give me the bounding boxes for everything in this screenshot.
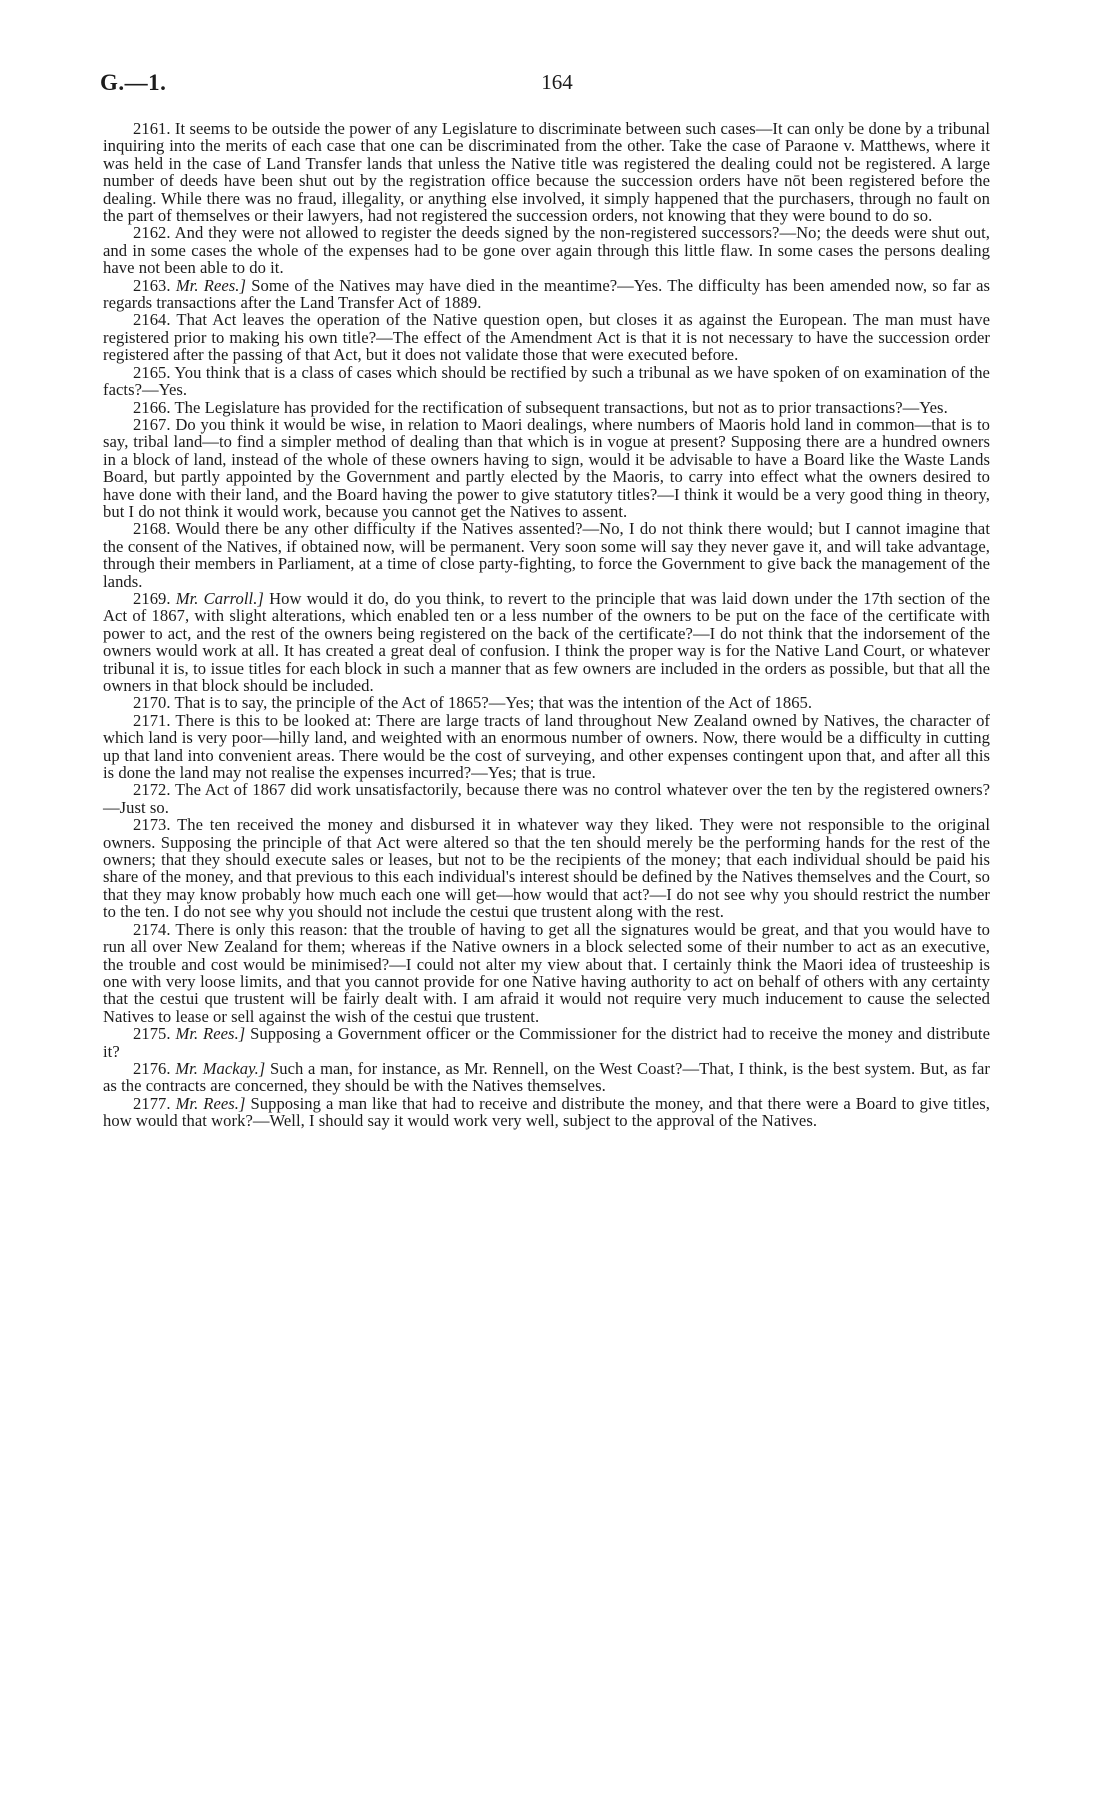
page-header	[100, 70, 1014, 102]
paragraph-text: And they were not allowed to register the deeds signed by the non-registered successors?—No; the deeds were shut out, and in some cases the whole of the expenses had to be gone over again through this little flaw. In some cases the persons dealing have not been able to do it.	[103, 223, 990, 278]
paragraph-2171	[103, 712, 990, 782]
question-number: 2165.	[133, 362, 171, 382]
paragraph-text: The Legislature has provided for the rectification of subsequent transactions, but not as to prior transactions?—Yes.	[174, 397, 948, 417]
question-number: 2161.	[133, 119, 171, 138]
paragraph-2166	[103, 399, 990, 416]
paragraph-2176	[103, 1060, 990, 1095]
paragraph-2169	[103, 590, 990, 694]
paragraph-2162	[103, 224, 990, 276]
paragraph-text: It seems to be outside the power of any Legislature to discriminate between such cases—It can only be done by a tribunal inquiring into the merits of each case that one can be discriminated from the other. Take the case of Paraone v. Matthews, where it was held in the case of Land Transfer lands that unless the Native title was registered the dealing could not be registered. A large number of deeds have been shut out by the registration office because the succession orders have nōt been registered before the dealing. While there was no fraud, illegality, or anything else involved, it simply happened that the purchasers, through no fault on the part of themselves or their lawyers, had not registered the succession orders, not knowing that they were bound to do so.	[103, 119, 990, 226]
question-number: 2177.	[133, 1093, 171, 1113]
paragraph-2163	[103, 277, 990, 312]
speaker: Mr. Carroll.]	[175, 588, 264, 608]
paragraph-text: That is to say, the principle of the Act of 1865?—Yes; that was the intention of the Act of 1865.	[174, 693, 813, 713]
paragraph-2161	[103, 120, 990, 224]
paragraph-text: Supposing a man like that had to receive and distribute the money, and that there were a Board to give titles, how would that work?—Well, I should say it would work very well, subject to the approval of the Natives.	[103, 1093, 990, 1131]
question-number: 2166.	[133, 397, 171, 417]
paragraph-text: Do you think it would be wise, in relation to Maori dealings, where numbers of Maoris hold land in common—that is to say, tribal land—to find a simpler method of dealing than that which is in vogue at present? Supposing there are a hundred owners in a block of land, instead of the whole of these owners having to sign, would it be advisable to have a Board like the Waste Lands Board, but partly appointed by the Government and partly elected by the Maoris, to carry into effect what the owners desired to have done with their land, and the Board having the power to give statutory titles?—I think it would be a very good thing in theory, but I do not think it would work, because you cannot get the Natives to assent.	[103, 414, 991, 521]
question-number: 2163.	[133, 275, 171, 295]
paragraph-text: There is only this reason: that the trouble of having to get all the signatures would be great, and that you would have to run all over New Zealand for them; whereas if the Native owners in a block selected some of their number to act as an executive, the trouble and cost would be minimised?—I could not alter my view about that. I certainly think the Maori idea of trusteeship is one with very loose limits, and that you cannot provide for one Native having authority to act on behalf of others with any certainty that the cestui que trustent will be fairly dealt with. I am afraid it would not require very much inducement to cause the selected Natives to lease or sell against the wish of the cestui que trustent.	[103, 919, 991, 1026]
speaker: Mr. Rees.]	[175, 275, 246, 295]
paragraph-2173	[103, 816, 990, 920]
question-number: 2175.	[133, 1024, 171, 1044]
question-number: 2162.	[133, 223, 171, 243]
paragraph-text: Supposing a Government officer or the Commissioner for the district had to receive the money and distribute it?	[103, 1024, 991, 1061]
speaker: Mr. Mackay.]	[175, 1058, 266, 1078]
paragraph-2170	[103, 694, 990, 711]
question-number: 2168.	[133, 519, 171, 539]
question-number: 2176.	[133, 1058, 171, 1078]
question-number: 2169.	[133, 588, 171, 608]
question-number: 2170.	[133, 693, 171, 713]
paragraph-2168	[103, 520, 990, 590]
paragraph-2172	[103, 781, 990, 816]
paragraph-text: The ten received the money and disbursed it in whatever way they liked. They were not responsible to the original owners. Supposing the principle of that Act were altered so that the ten should merely be the performing hands for the rest of the owners; that they should execute sales or leases, but not to be the recipients of the money; that each individual should be paid his share of the money, and that previous to this each individual's interest should be defined by the Natives themselves and the Court, so that they may know probably how much each one will get—how would that act?—I do not see why you should restrict the number to the ten. I do not see why you should not include the cestui que trustent along with the rest.	[103, 815, 990, 922]
speaker: Mr. Rees.]	[175, 1093, 246, 1113]
paragraph-text: Some of the Natives may have died in the meantime?—Yes. The difficulty has been amended now, so far as regards transactions after the Land Transfer Act of 1889.	[103, 275, 991, 313]
question-number: 2167.	[133, 414, 171, 434]
paragraph-text: Would there be any other difficulty if the Natives assented?—No, I do not think there would; but I cannot imagine that the consent of the Natives, if obtained now, will be permanent. Very soon some will say they never gave it, and will take advantage, through their members in Parliament, at a time of close party-fighting, to force the Government to give back the management of the lands.	[103, 519, 990, 591]
paragraph-text: Such a man, for instance, as Mr. Rennell, on the West Coast?—That, I think, is the best system. But, as far as the contracts are concerned, they should be with the Natives themselves.	[103, 1058, 990, 1096]
paragraph-2165	[103, 364, 990, 399]
page-body	[103, 120, 990, 1130]
paragraph-text: The Act of 1867 did work unsatisfactorily, because there was no control whatever over the ten by the registered owners?—Just so.	[103, 780, 990, 817]
paragraph-text: That Act leaves the operation of the Native question open, but closes it as against the European. The man must have registered prior to making his own title?—The effect of the Amendment Act is that it is not necessary to have the succession order registered after the passing of that Act, but it does not validate those that were executed before.	[103, 310, 990, 365]
paragraph-text: How would it do, do you think, to revert to the principle that was laid down under the 17th section of the Act of 1867, with slight alterations, which enabled ten or a less number of the owners to be put on the face of the certificate with power to act, and the rest of the owners being registered on the back of the certificate?—I do not think that the indorsement of the owners would work at all. It has created a great deal of confusion. I think the proper way is for the Native Land Court, or whatever tribunal it is, to issue titles for each block in such a manner that as few owners are included in the orders as possible, but that all the owners in that block should be included.	[103, 588, 990, 695]
paragraph-2177	[103, 1095, 990, 1130]
question-number: 2164.	[133, 310, 171, 330]
paragraph-2175	[103, 1025, 990, 1060]
paragraph-2174	[103, 921, 990, 1025]
question-number: 2171.	[133, 710, 171, 730]
question-number: 2173.	[133, 815, 171, 835]
speaker: Mr. Rees.]	[175, 1024, 246, 1044]
paragraph-text: You think that is a class of cases which should be rectified by such a tribunal as we have spoken of on examination of the facts?—Yes.	[103, 362, 990, 400]
question-number: 2172.	[133, 780, 171, 800]
document-code: G.—1.	[100, 70, 167, 95]
paragraph-2167	[103, 416, 990, 520]
paragraph-2164	[103, 311, 990, 363]
question-number: 2174.	[133, 919, 171, 939]
paragraph-text: There is this to be looked at: There are large tracts of land throughout New Zealand owned by Natives, the character of which land is very poor—hilly land, and weighted with an enormous number of owners. Now, there would be a difficulty in cutting up that land into convenient areas. There would be the cost of surveying, and other expenses contingent upon that, and after all this is done the land may not realise the expenses incurred?—Yes; that is true.	[103, 710, 990, 783]
page-number: 164	[541, 70, 573, 94]
